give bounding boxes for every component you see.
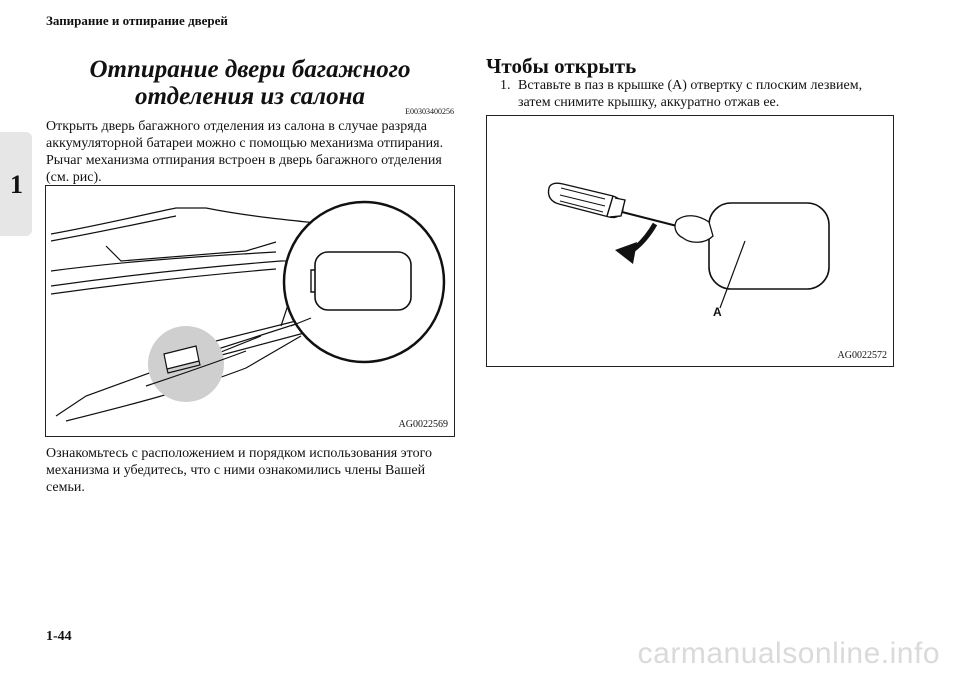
page-number: 1-44 (46, 629, 72, 644)
cover-label: A (713, 305, 722, 319)
step-text: Вставьте в паз в крышке (A) отвертку с плоским лезвием, затем снимите крышку, аккуратно отжав ее. (518, 78, 863, 110)
figure-cover-removal (486, 115, 894, 367)
step-number: 1. (500, 78, 511, 93)
procedure-title: Чтобы открыть (486, 54, 637, 78)
outro-paragraph: Ознакомьтесь с расположением и порядком использования этого механизма и убедитесь, что с ними ознакомились члены Вашей семьи. (46, 446, 432, 495)
intro-paragraph: Открыть дверь багажного отделения из салона в случае разряда аккумуляторной батареи можно с помощью механизма отпирания. Рычаг механизма отпирания встроен в дверь багажного отделения (см. рис). (46, 119, 444, 185)
figure-tailgate-interior (45, 185, 455, 437)
chapter-number: 1 (10, 170, 23, 199)
screwdriver-illustration (487, 116, 894, 367)
running-header: Запирание и отпирание дверей (46, 13, 228, 28)
article-title: Отпирание двери багажного отделения из салона (89, 56, 411, 110)
figure2-code: AG0022572 (837, 350, 887, 361)
watermark: carmanualsonline.info (637, 637, 940, 670)
tailgate-illustration (46, 186, 455, 437)
figure1-code: AG0022569 (398, 419, 448, 430)
article-code: E00303400256 (405, 107, 454, 116)
